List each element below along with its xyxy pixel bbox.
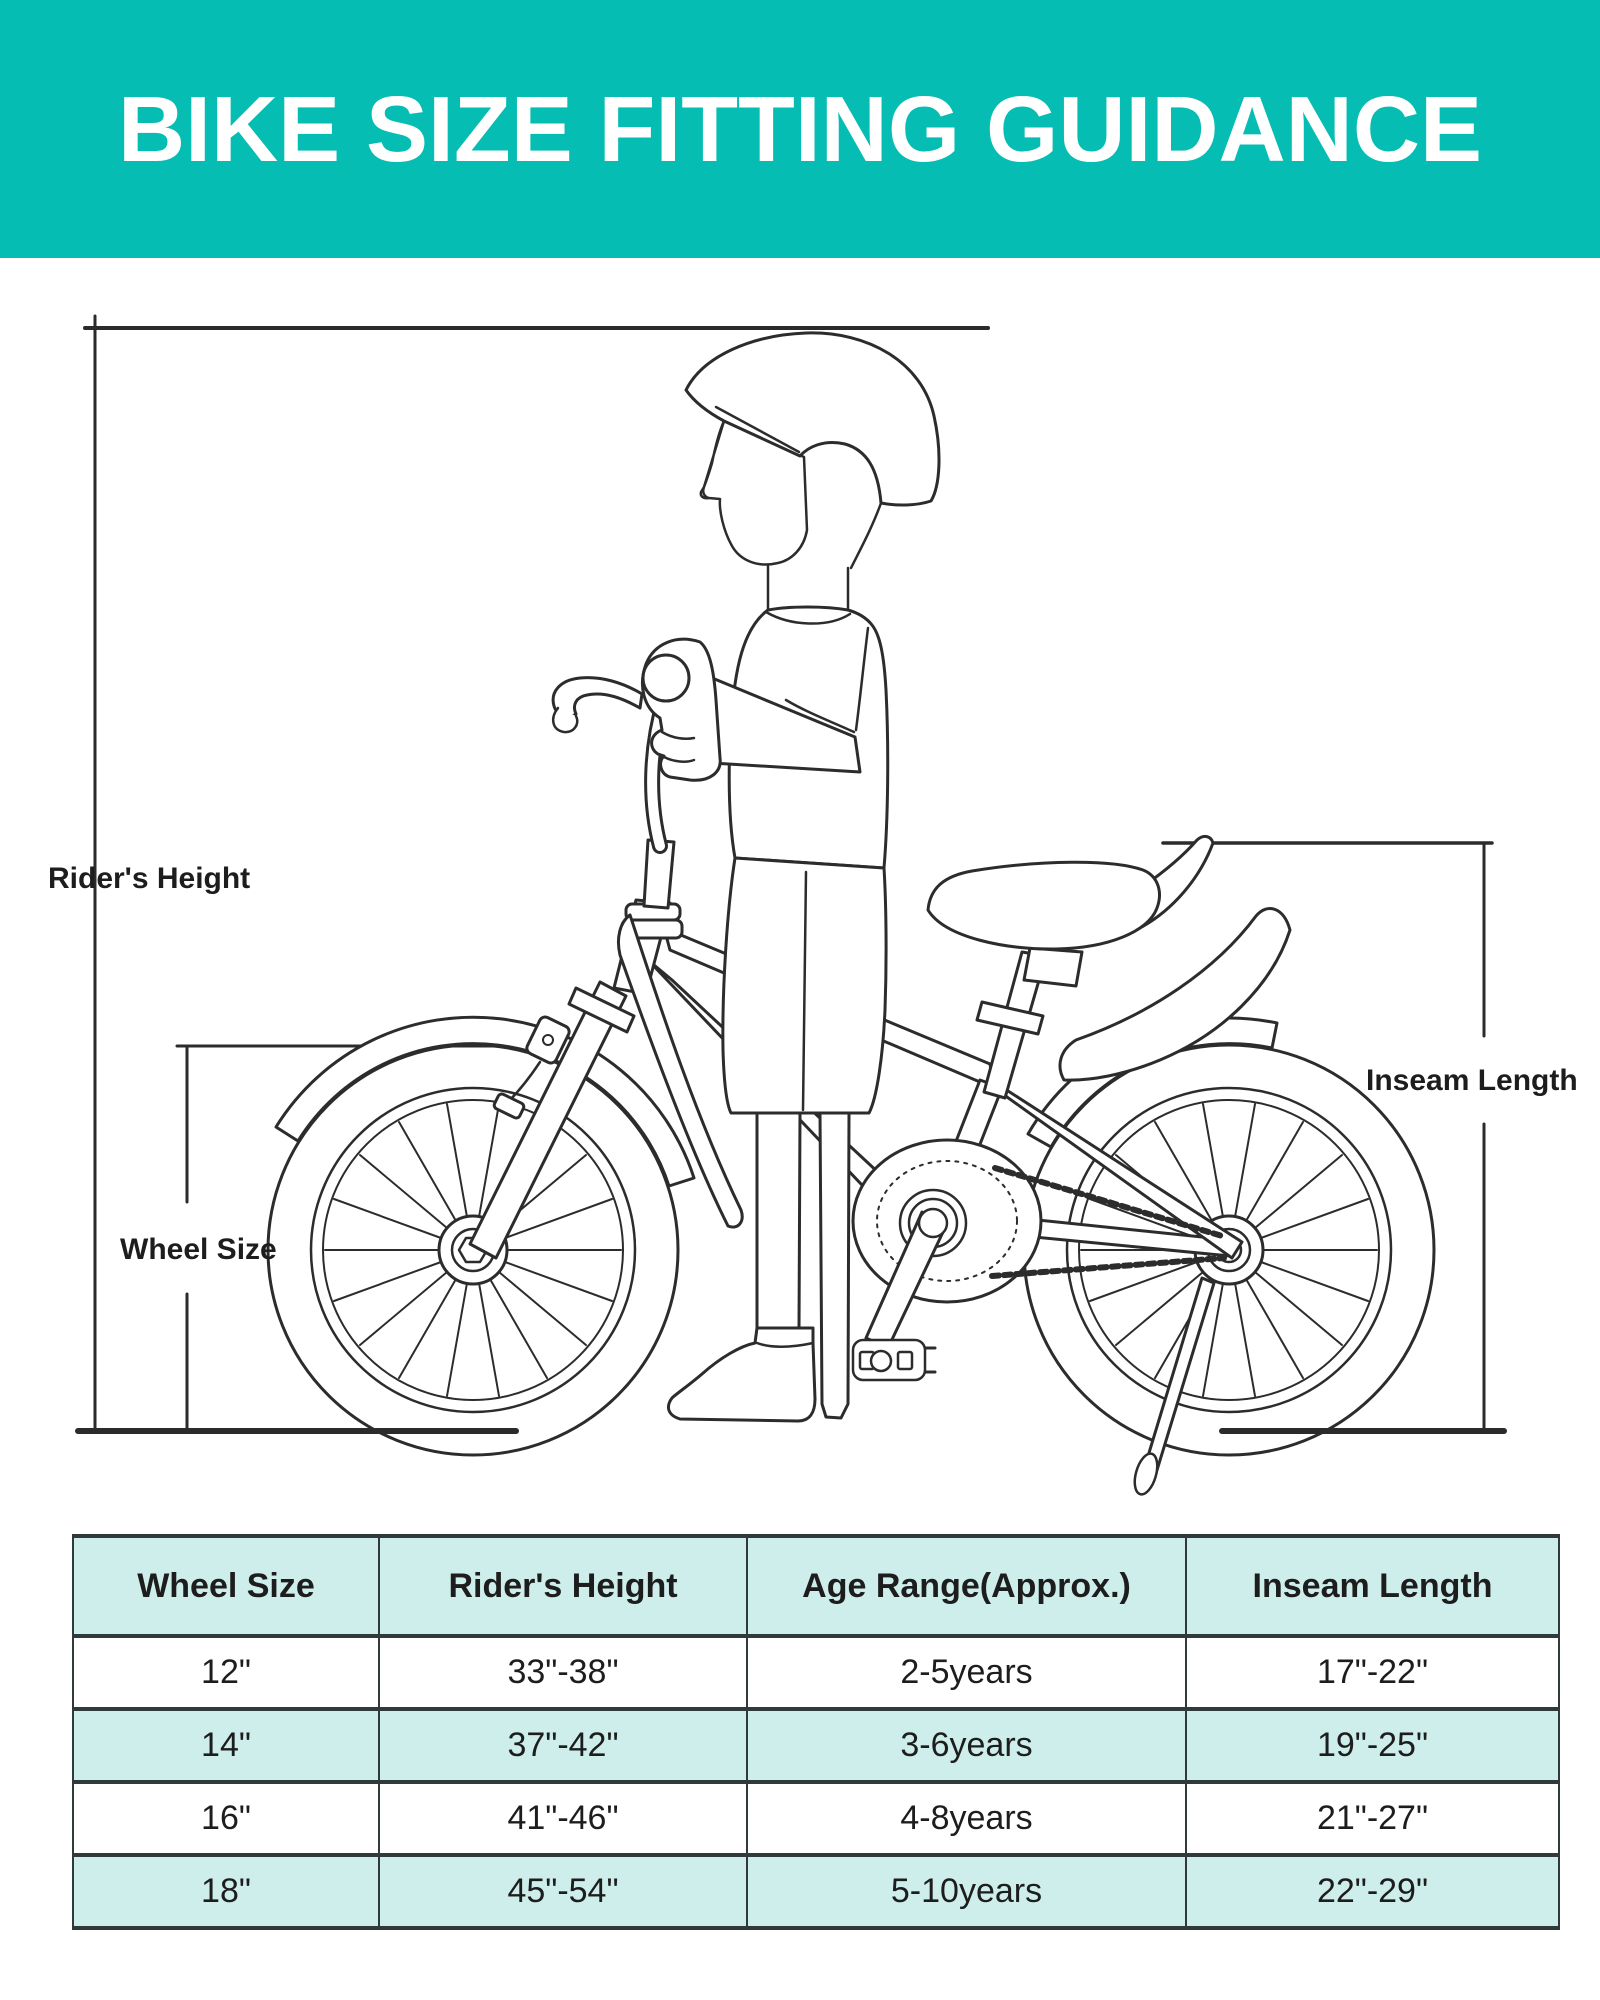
near-leg (757, 1113, 800, 1330)
column-header-age-range: Age Range(Approx.) (747, 1536, 1186, 1636)
cell-riders-height: 37"-42" (379, 1709, 747, 1782)
cell-age-range: 5-10years (747, 1855, 1186, 1928)
bike-size-diagram (0, 258, 1600, 1534)
far-leg (820, 1113, 849, 1418)
cell-riders-height: 41"-46" (379, 1782, 747, 1855)
seat-clamp (1024, 948, 1082, 986)
cell-wheel-size: 12" (73, 1636, 379, 1709)
handlebar-grip (643, 655, 689, 701)
table-row (73, 1709, 1559, 1782)
column-header-wheel-size: Wheel Size (73, 1536, 379, 1636)
near-boot (668, 1328, 815, 1421)
rider-height-label: Rider's Height (48, 862, 251, 895)
page-title: BIKE SIZE FITTING GUIDANCE (117, 76, 1483, 181)
pedal (853, 1340, 935, 1380)
cell-inseam-length: 21"-27" (1186, 1782, 1559, 1855)
cell-age-range: 2-5years (747, 1636, 1186, 1709)
cell-inseam-length: 22"-29" (1186, 1855, 1559, 1928)
table-row (73, 1636, 1559, 1709)
cell-wheel-size: 16" (73, 1782, 379, 1855)
cell-wheel-size: 14" (73, 1709, 379, 1782)
column-header-riders-height: Rider's Height (379, 1536, 747, 1636)
saddle (928, 862, 1159, 949)
column-header-inseam-length: Inseam Length (1186, 1536, 1559, 1636)
cell-inseam-length: 17"-22" (1186, 1636, 1559, 1709)
cell-age-range: 4-8years (747, 1782, 1186, 1855)
cell-age-range: 3-6years (747, 1709, 1186, 1782)
wheel-size-label: Wheel Size (120, 1233, 277, 1266)
title-banner (0, 0, 1600, 258)
table-row (73, 1782, 1559, 1855)
saddle-assembly (928, 836, 1290, 1098)
inseam-length-label: Inseam Length (1366, 1064, 1578, 1097)
size-fitting-table (72, 1534, 1560, 1930)
table-header-row (73, 1536, 1559, 1636)
cell-wheel-size: 18" (73, 1855, 379, 1928)
table-row (73, 1855, 1559, 1928)
cell-riders-height: 45"-54" (379, 1855, 747, 1928)
cell-inseam-length: 19"-25" (1186, 1709, 1559, 1782)
cell-riders-height: 33"-38" (379, 1636, 747, 1709)
brake-lever (553, 678, 642, 717)
